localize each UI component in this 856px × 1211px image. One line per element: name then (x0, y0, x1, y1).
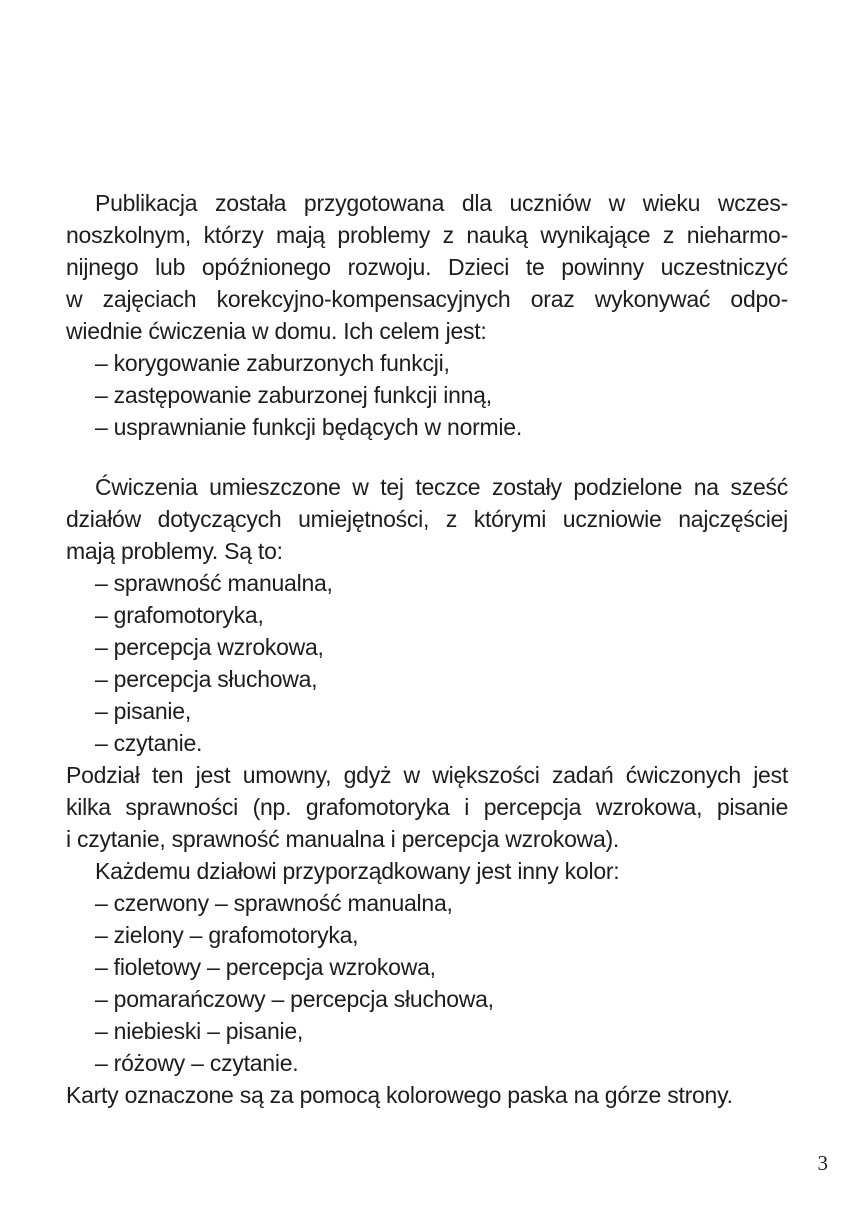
text-line: – usprawnianie funkcji będących w normie. (95, 414, 522, 440)
text-line: – percepcja słuchowa, (95, 666, 318, 692)
paragraph-block (66, 855, 788, 887)
text-line: – sprawność manualna, (95, 570, 333, 596)
text-line: – pomarańczowy – percepcja słuchowa, (95, 986, 494, 1012)
text-line: Podział ten jest umowny, gdyż w większości zadań ćwiczonych jest (66, 762, 788, 788)
text-line: kilka sprawności (np. grafomotoryka i percepcja wzrokowa, pisanie (66, 794, 788, 820)
text-line: – czytanie. (95, 730, 203, 756)
text-line: działów dotyczących umiejętności, z którymi uczniowie najczęściej (66, 506, 788, 532)
paragraph-block (66, 759, 788, 855)
page-number: 3 (817, 1151, 828, 1175)
list-block (66, 567, 788, 759)
text-line: – grafomotoryka, (95, 602, 264, 628)
text-line: – różowy – czytanie. (95, 1050, 299, 1076)
text-line: mają problemy. Są to: (66, 538, 283, 564)
paragraph-block (66, 187, 788, 347)
list-block (66, 347, 788, 443)
list-block (66, 887, 788, 1079)
text-line: Każdemu działowi przyporządkowany jest inny kolor: (95, 858, 620, 884)
text-line: wiednie ćwiczenia w domu. Ich celem jest: (66, 318, 487, 344)
paragraph-block (66, 471, 788, 567)
text-line: – zastępowanie zaburzonej funkcji inną, (95, 382, 492, 408)
paragraph-block (66, 1079, 788, 1111)
text-line: – fioletowy – percepcja wzrokowa, (95, 954, 436, 980)
text-line: Karty oznaczone są za pomocą kolorowego paska na górze strony. (66, 1082, 733, 1108)
text-line: w zajęciach korekcyjno-kompensacyjnych oraz wykonywać odpo- (66, 286, 788, 312)
text-line: i czytanie, sprawność manualna i percepcja wzrokowa). (66, 826, 620, 852)
text-line: – zielony – grafomotoryka, (95, 922, 359, 948)
text-line: – pisanie, (95, 698, 191, 724)
text-line: – korygowanie zaburzonych funkcji, (95, 350, 450, 376)
text-line: – percepcja wzrokowa, (95, 634, 324, 660)
text-line: nijnego lub opóźnionego rozwoju. Dzieci te powinny uczestniczyć (66, 254, 788, 280)
text-line: – czerwony – sprawność manualna, (95, 890, 453, 916)
text-block (66, 187, 788, 1111)
text-line: Ćwiczenia umieszczone w tej teczce zostały podzielone na sześć (95, 474, 788, 500)
text-line: Publikacja została przygotowana dla uczniów w wieku wczes- (95, 190, 788, 216)
text-line: noszkolnym, którzy mają problemy z nauką wynikające z nieharmo- (66, 222, 788, 248)
text-line: – niebieski – pisanie, (95, 1018, 304, 1044)
